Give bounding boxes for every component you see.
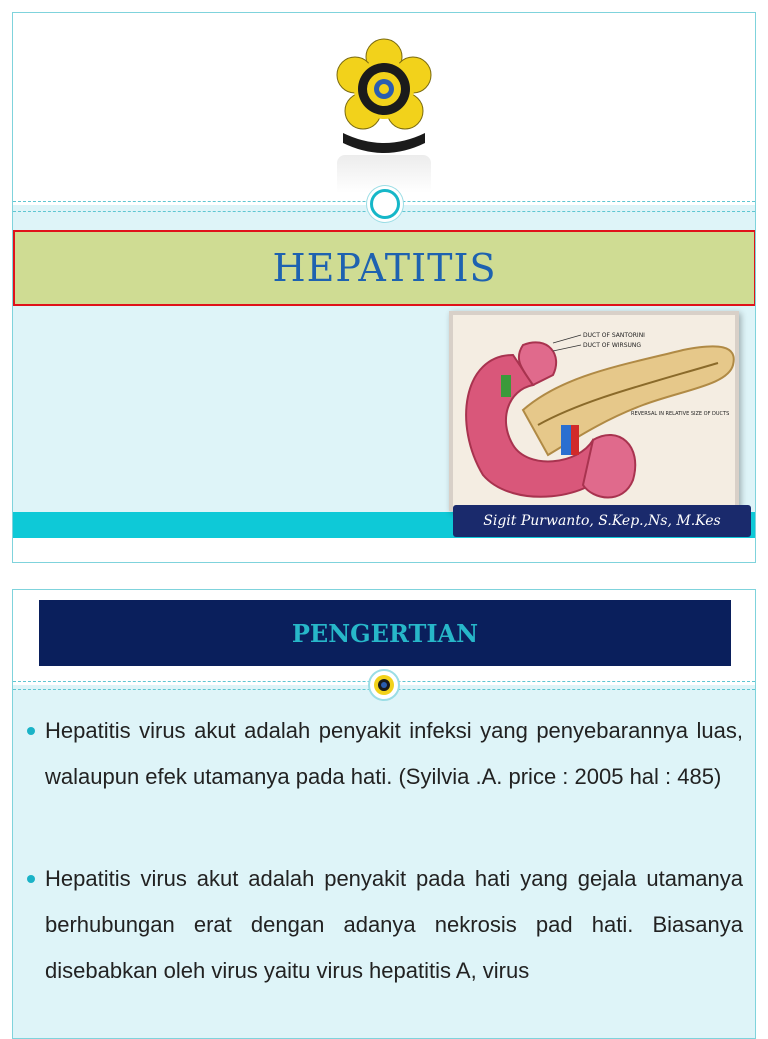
bullet-item [27, 708, 743, 800]
title-band [13, 230, 756, 306]
bullet-text: Hepatitis virus akut adalah penyakit pada hati yang gejala utamanya berhubungan erat dengan adanya nekrosis pad hati. Biasanya disebabkan oleh virus yaitu virus hepatitis A, virus [45, 866, 743, 983]
bullet-item [27, 856, 743, 994]
bullet-list [27, 708, 743, 1039]
logo-reflection [337, 155, 431, 193]
label-reversal: REVERSAL IN RELATIVE SIZE OF DUCTS [631, 411, 730, 417]
bullet-text: Hepatitis virus akut adalah penyakit infeksi yang penyebarannya luas, walaupun efek utamanya pada hati. (Syilvia .A. price : 2005 hal : 485) [45, 718, 743, 789]
definition-slide [12, 589, 756, 1039]
title-slide [12, 12, 756, 563]
mini-logo [368, 669, 400, 701]
bullet-icon [27, 875, 35, 883]
pancreas-illustration [449, 311, 739, 511]
label-duct-wirsung: DUCT OF WIRSUNG [583, 342, 642, 349]
slide-title: HEPATITIS [272, 246, 497, 290]
pancreas-icon [453, 315, 735, 507]
label-duct-santorini: DUCT OF SANTORINI [583, 332, 645, 339]
university-logo [329, 35, 439, 190]
author-name: Sigit Purwanto, S.Kep.,Ns, M.Kes [483, 513, 721, 529]
author-plate [453, 505, 751, 537]
university-emblem-small-icon [373, 674, 395, 696]
ring-ornament-icon [370, 189, 400, 219]
slide-header-area [13, 13, 755, 205]
university-emblem-icon [329, 35, 439, 160]
section-band [39, 600, 731, 666]
section-title: PENGERTIAN [291, 618, 479, 648]
bullet-icon [27, 727, 35, 735]
